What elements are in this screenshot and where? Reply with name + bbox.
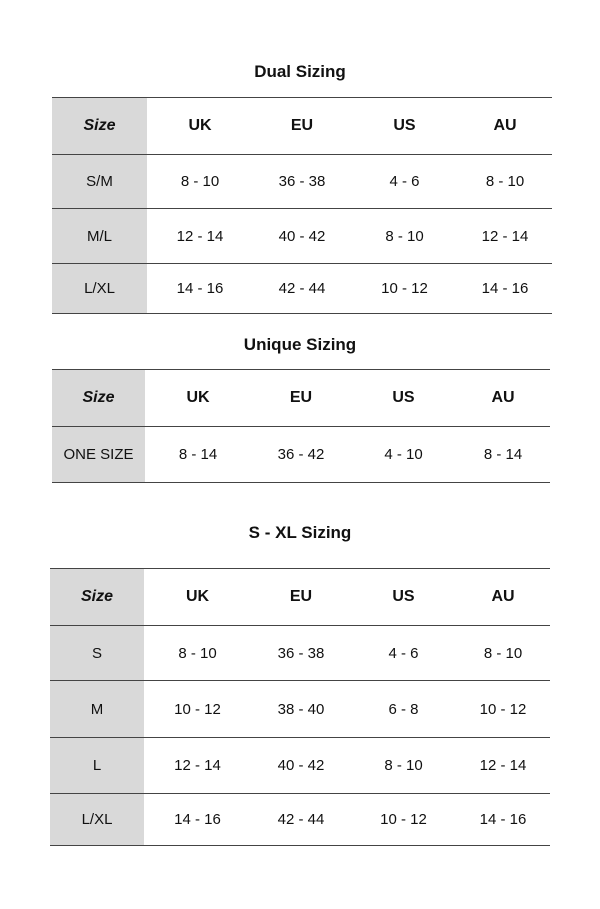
uk-header: UK — [185, 588, 210, 605]
eu-cell: 42 - 44 — [278, 280, 326, 297]
au-header: AU — [491, 389, 515, 406]
au-cell: 12 - 14 — [481, 227, 529, 245]
eu-cell: 40 - 42 — [277, 757, 325, 774]
eu-header: EU — [289, 389, 313, 406]
size-cell: M — [50, 681, 144, 738]
size-cell: L/XL — [50, 794, 144, 846]
table-row — [50, 738, 550, 794]
eu-header: EU — [289, 588, 313, 605]
table-header-row — [50, 569, 550, 626]
au-cell: 8 - 14 — [483, 446, 523, 463]
au-cell: 8 - 10 — [483, 644, 523, 662]
au-cell: 14 - 16 — [481, 280, 529, 297]
size-cell: S/M — [52, 155, 147, 209]
us-cell: 4 - 10 — [384, 446, 423, 463]
size-header: Size — [50, 569, 144, 626]
us-cell: 10 - 12 — [380, 811, 427, 828]
uk-cell: 8 - 14 — [178, 446, 218, 463]
us-cell: 4 - 6 — [388, 644, 419, 662]
size-header: Size — [52, 98, 147, 155]
us-cell: 4 - 6 — [389, 173, 420, 190]
size-cell: M/L — [52, 209, 147, 264]
us-header: US — [392, 588, 415, 605]
eu-header: EU — [290, 117, 314, 134]
eu-cell: 36 - 38 — [278, 173, 326, 190]
au-header: AU — [491, 588, 515, 605]
size-cell: ONE SIZE — [52, 427, 145, 483]
uk-cell: 14 - 16 — [176, 280, 224, 297]
us-header: US — [392, 389, 415, 406]
eu-cell: 42 - 44 — [277, 811, 325, 828]
table-row — [52, 209, 552, 264]
eu-cell: 36 - 42 — [277, 446, 325, 463]
us-cell: 10 - 12 — [381, 280, 428, 297]
table-header-row — [52, 370, 550, 427]
eu-cell: 38 - 40 — [277, 700, 325, 718]
us-cell: 6 - 8 — [388, 700, 419, 718]
uk-header: UK — [186, 389, 210, 406]
uk-header: UK — [188, 117, 212, 134]
table-row — [50, 626, 550, 681]
au-cell: 14 - 16 — [479, 811, 527, 828]
eu-cell: 40 - 42 — [278, 227, 326, 245]
sxl-sizing-title: S - XL Sizing — [248, 523, 352, 542]
table-row — [50, 681, 550, 738]
size-header: Size — [52, 370, 145, 427]
dual-sizing-title: Dual Sizing — [254, 62, 346, 81]
table-row — [52, 264, 552, 314]
au-cell: 10 - 12 — [479, 700, 527, 718]
table-header-row — [52, 98, 552, 155]
uk-cell: 14 - 16 — [174, 811, 221, 828]
au-header: AU — [493, 117, 517, 134]
uk-cell: 8 - 10 — [180, 173, 220, 190]
dual-sizing-table — [52, 97, 552, 314]
uk-cell: 12 - 14 — [174, 757, 221, 774]
size-cell: L — [50, 738, 144, 794]
table-row — [52, 155, 552, 209]
au-cell: 12 - 14 — [479, 757, 527, 774]
uk-cell: 8 - 10 — [178, 644, 217, 662]
table-row — [52, 427, 550, 483]
au-cell: 8 - 10 — [485, 173, 525, 190]
us-cell: 8 - 10 — [385, 227, 424, 245]
us-cell: 8 - 10 — [384, 757, 423, 774]
uk-cell: 12 - 14 — [176, 227, 224, 245]
us-header: US — [393, 117, 416, 134]
sxl-sizing-table — [50, 568, 550, 846]
size-cell: S — [50, 626, 144, 681]
eu-cell: 36 - 38 — [277, 644, 325, 662]
table-row — [50, 794, 550, 846]
unique-sizing-title: Unique Sizing — [243, 335, 357, 354]
unique-sizing-table — [52, 369, 550, 483]
uk-cell: 10 - 12 — [174, 700, 221, 718]
size-cell: L/XL — [52, 264, 147, 314]
